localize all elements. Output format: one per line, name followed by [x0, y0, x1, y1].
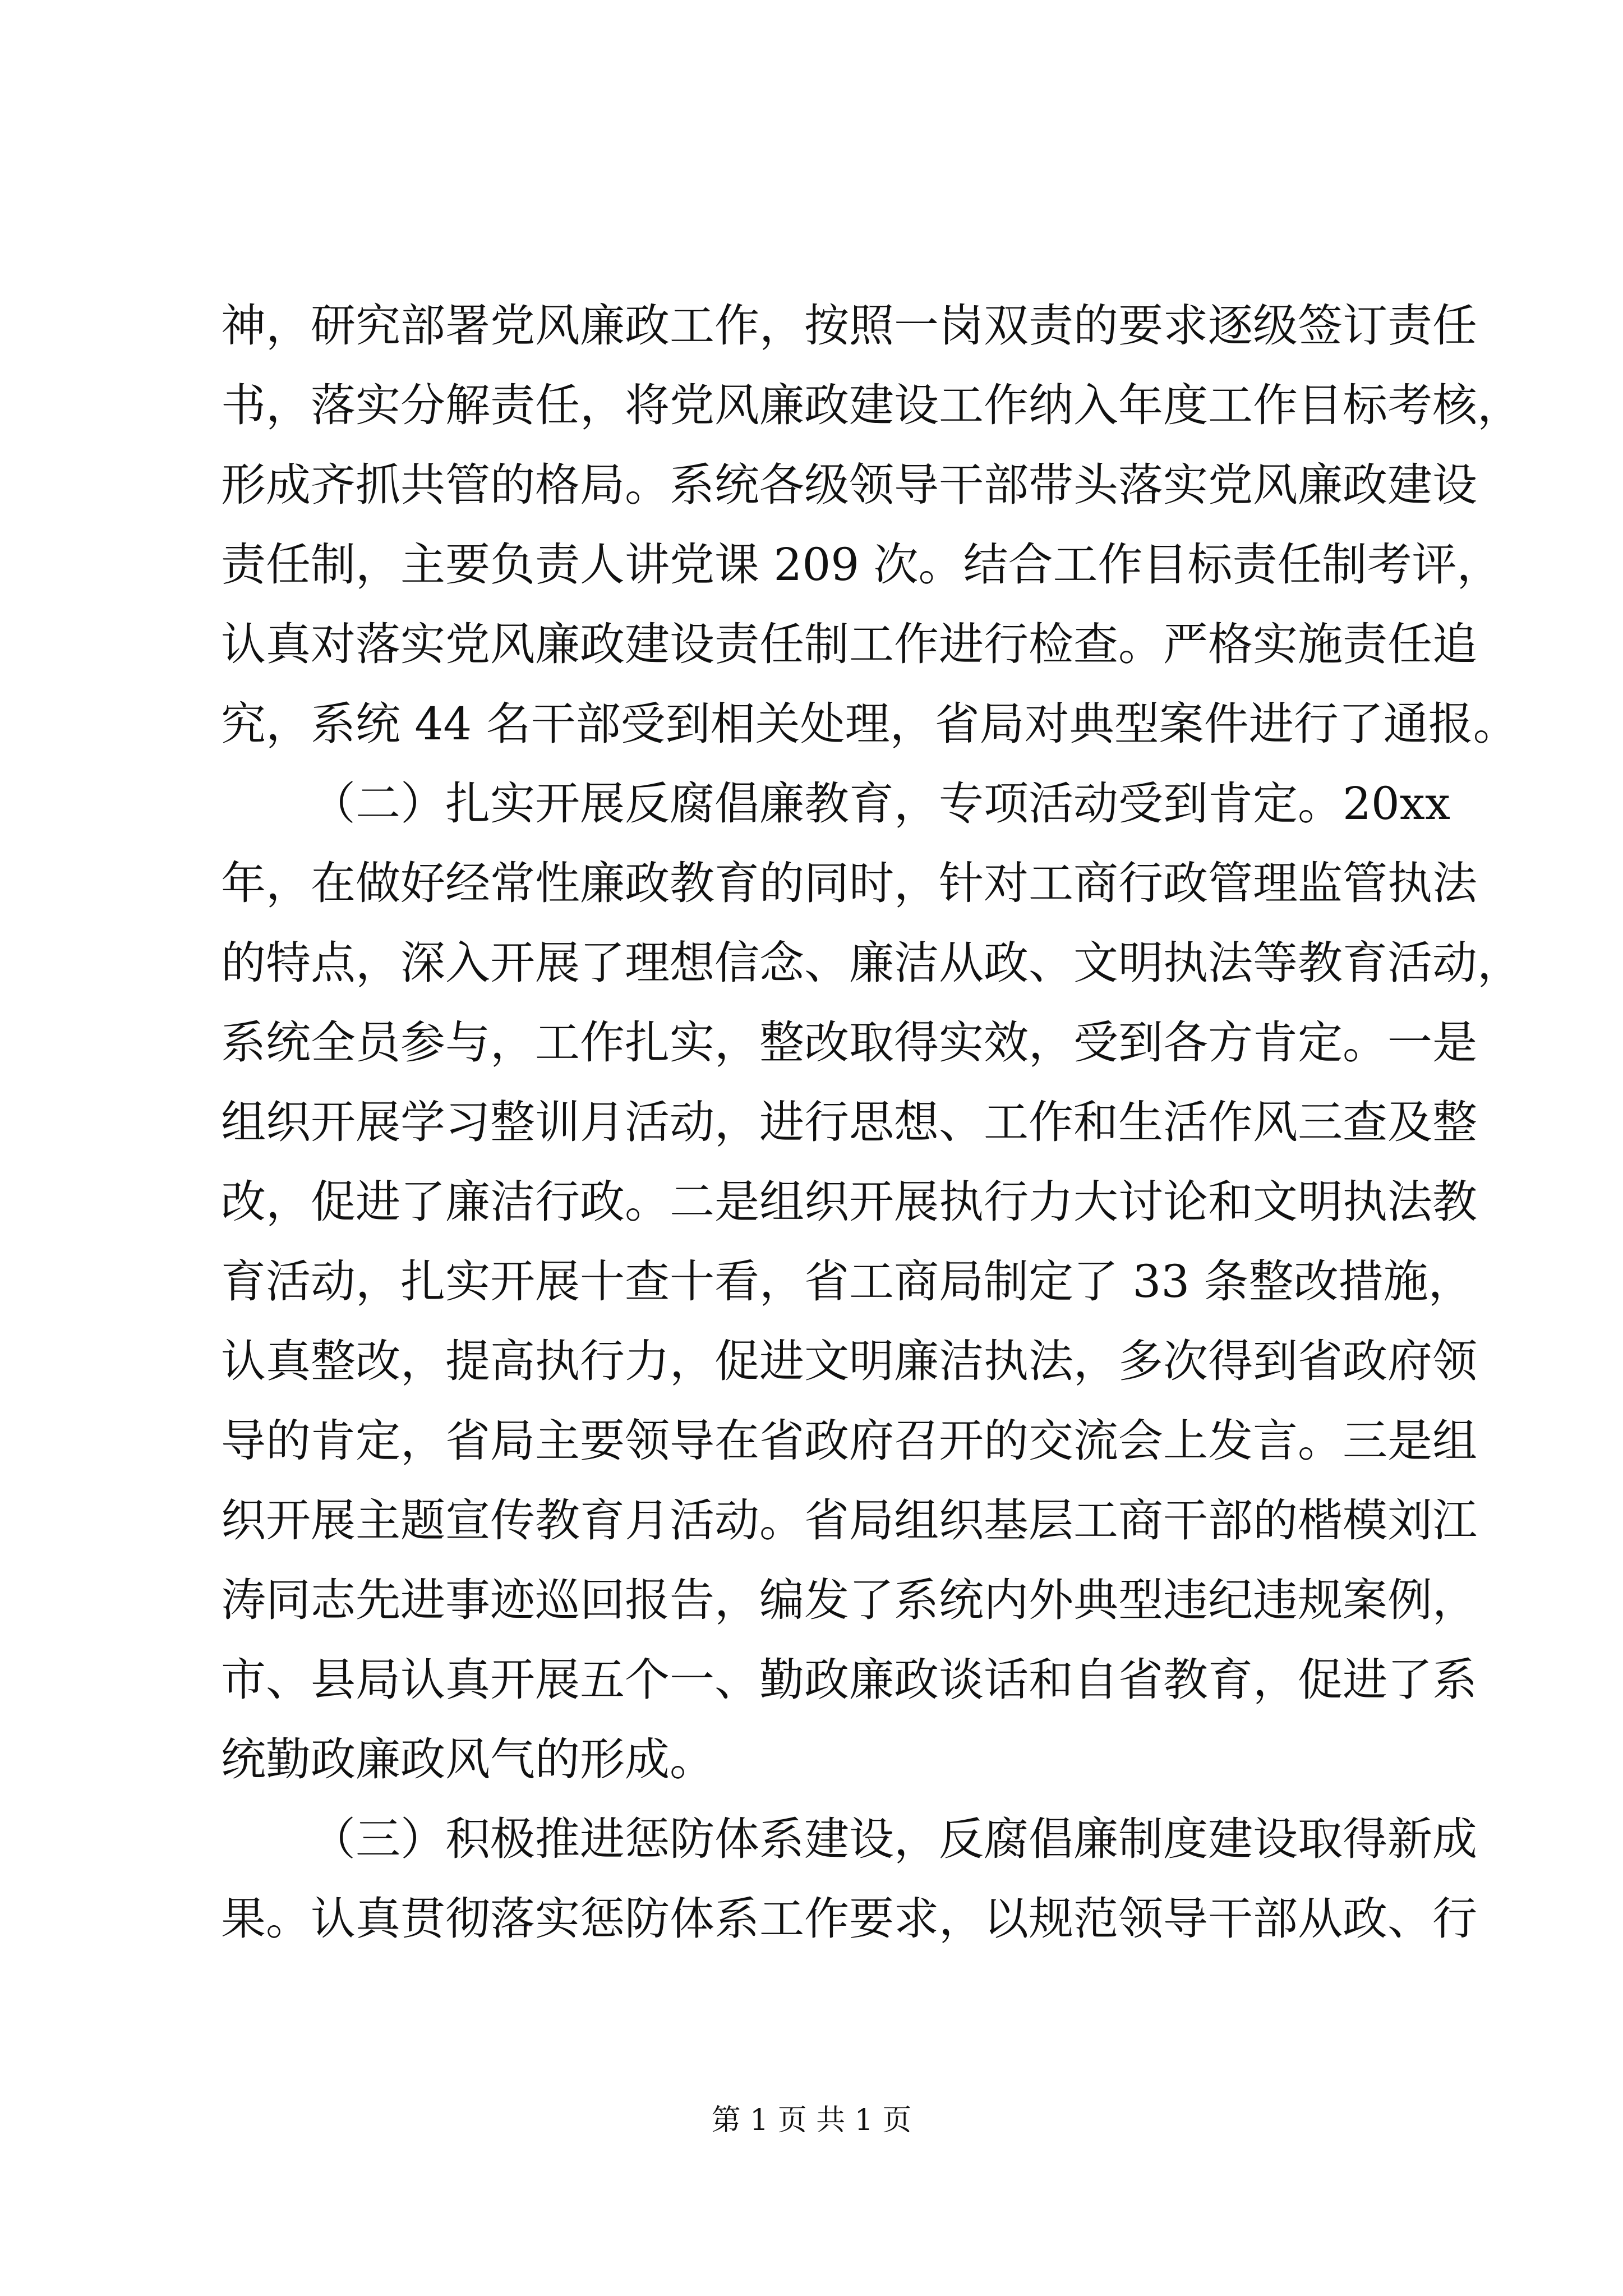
text-line: 市、县局认真开展五个一、勤政廉政谈话和自省教育，促进了系: [221, 1654, 1477, 1706]
section-heading-line: （三）积极推进惩防体系建设，反腐倡廉制度建设取得新成: [311, 1813, 1477, 1865]
page-number-footer: 第 1 页 共 1 页: [711, 2104, 912, 2137]
text-line: 统勤政廉政风气的形成。: [221, 1733, 714, 1786]
text-line: 认真对落实党风廉政建设责任制工作进行检查。严格实施责任追: [221, 618, 1477, 670]
text-line: 年，在做好经常性廉政教育的同时，针对工商行政管理监管执法: [221, 857, 1477, 909]
text-line: 织开展主题宣传教育月活动。省局组织基层工商干部的楷模刘江: [221, 1494, 1477, 1547]
text-line: 导的肯定，省局主要领导在省政府召开的交流会上发言。三是组: [221, 1415, 1477, 1467]
text-line: 神，研究部署党风廉政工作，按照一岗双责的要求逐级签订责任: [221, 300, 1477, 352]
text-line: 育活动，扎实开展十查十看，省工商局制定了 33 条整改措施，: [221, 1255, 1473, 1308]
text-line: 责任制，主要负责人讲党课 209 次。结合工作目标责任制考评，: [221, 539, 1502, 591]
text-line: 书，落实分解责任，将党风廉政建设工作纳入年度工作目标考核，: [221, 379, 1522, 431]
section-heading-line: （二）扎实开展反腐倡廉教育，专项活动受到肯定。20xx: [311, 777, 1451, 830]
text-line: 的特点，深入开展了理想信念、廉洁从政、文明执法等教育活动，: [221, 937, 1522, 989]
text-line: 系统全员参与，工作扎实，整改取得实效，受到各方肯定。一是: [221, 1016, 1477, 1069]
text-line: 究，系统 44 名干部受到相关处理，省局对典型案件进行了通报。: [221, 698, 1518, 750]
text-line: 形成齐抓共管的格局。系统各级领导干部带头落实党风廉政建设: [221, 459, 1477, 511]
text-line: 果。认真贯彻落实惩防体系工作要求，以规范领导干部从政、行: [221, 1893, 1477, 1945]
document-body: [221, 286, 1522, 1959]
text-line: 涛同志先进事迹巡回报告，编发了系统内外典型违纪违规案例，: [221, 1574, 1477, 1626]
text-line: 组织开展学习整训月活动，进行思想、工作和生活作风三查及整: [221, 1096, 1477, 1148]
text-line: 改，促进了廉洁行政。二是组织开展执行力大讨论和文明执法教: [221, 1176, 1477, 1228]
text-line: 认真整改，提高执行力，促进文明廉洁执法，多次得到省政府领: [221, 1335, 1477, 1387]
